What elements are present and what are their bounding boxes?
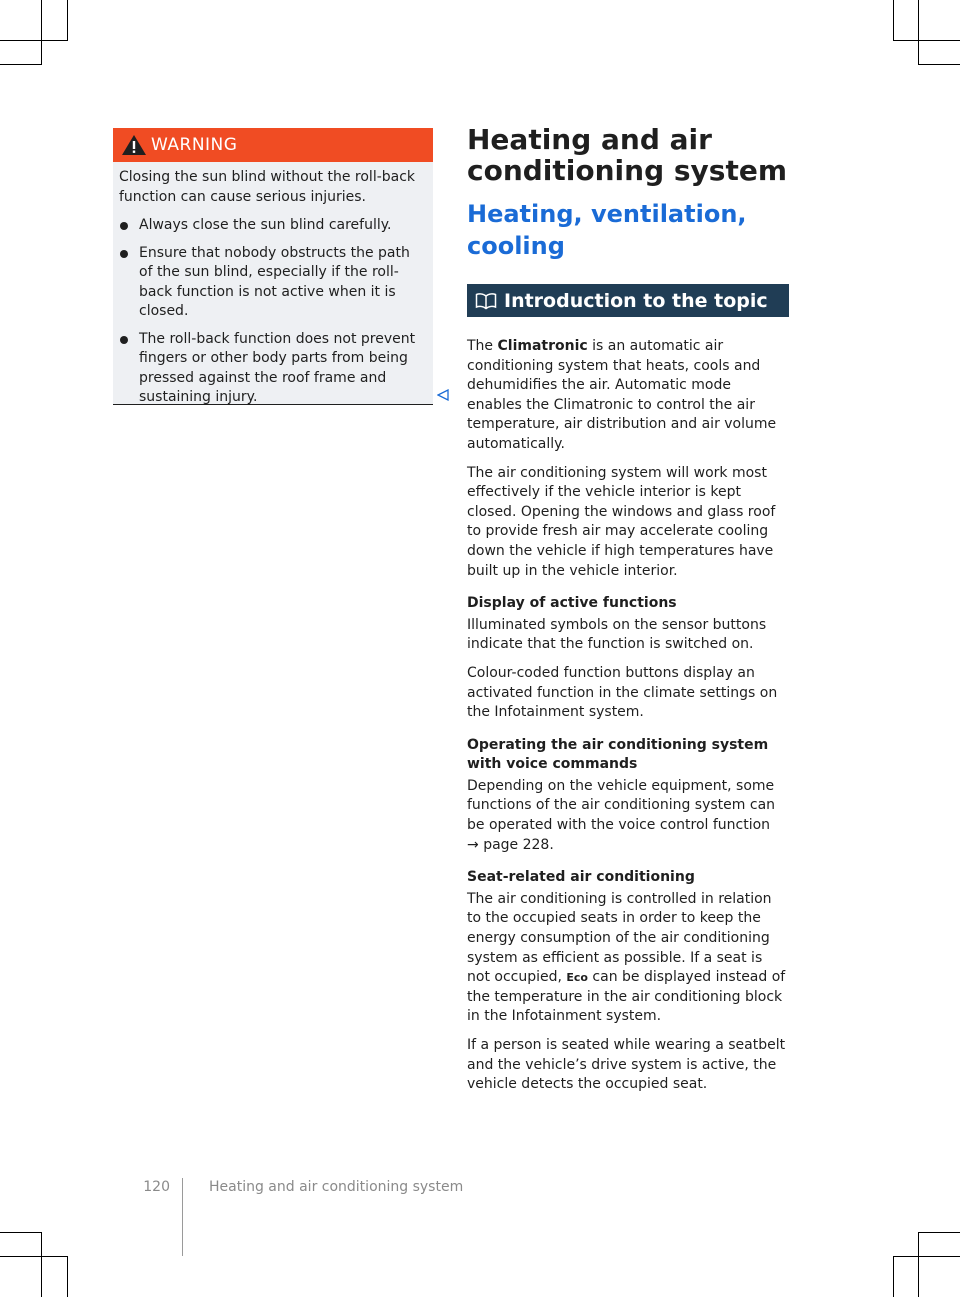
crop-mark [0,1256,68,1257]
crop-mark [893,40,960,41]
warning-triangle-icon [121,134,147,156]
crop-mark [0,64,42,65]
footer-divider [182,1178,183,1256]
paragraph: The air conditioning is controlled in relation to the occupied seats in order to keep the energy consumption of the air conditioning system as efficient as possible. If a seat is not occupied, Eco can be displayed instead of the temperature in the air conditioning block in the Infotainment system. [467,890,786,1025]
crop-mark [41,0,42,64]
paragraph: Depending on the vehicle equipment, some functions of the air conditioning system can be operated with the voice control function → page 228. [467,777,776,853]
bullet-icon [120,222,128,230]
crop-mark [918,64,960,65]
intro-heading: Introduction to the topic [504,289,768,312]
section-title: Heating, ventilation, cooling [467,200,747,260]
paragraph: The Climatronic is an automatic air conditioning system that heats, cools and dehumidifies the air. Automatic mode enables the Climatronic to control the air temperature, air distribution and air volume automatically. [467,338,777,452]
subheading-display: Display of active functions [467,595,677,612]
page-number: 120 [143,1179,170,1195]
crop-mark [918,0,919,64]
warning-label: WARNING [151,135,238,155]
warning-header [113,128,433,162]
warning-list [119,216,427,408]
crop-mark [67,0,68,40]
subheading-voice: Operating the air conditioning system with voice commands [467,736,769,773]
arrow-right-icon: → [467,836,479,853]
warning-body [113,162,433,408]
crop-mark [918,1232,919,1297]
paragraph: Illuminated symbols on the sensor buttons indicate that the function is switched on. [467,616,767,653]
open-book-icon [475,292,497,310]
warning-intro: Closing the sun blind without the roll-back function can cause serious injuries. [119,169,416,205]
term-climatronic: Climatronic [497,338,588,354]
intro-heading-bar [467,284,789,317]
paragraph: If a person is seated while wearing a seatbelt and the vehicle’s drive system is active, the vehicle detects the occupied seat. [467,1037,786,1093]
section-end-triangle-icon [437,389,449,401]
page-reference-link[interactable]: page 228. [483,836,554,853]
subheading-seat: Seat-related air conditioning [467,869,695,886]
crop-mark [893,0,894,40]
crop-mark [0,40,68,41]
bullet-icon [120,336,128,344]
crop-mark [0,1232,42,1233]
warning-item: Always close the sun blind carefully. [119,216,427,236]
paragraph: Colour-coded function buttons display an activated function in the climate settings on the Infotainment system. [467,664,778,721]
paragraph: The air conditioning system will work most effectively if the vehicle interior is kept closed. Opening the windows and glass roof to provide fresh air may accelerate cooling down the vehicle if high temperatures have built up in the vehicle interior. [467,464,776,579]
crop-mark [893,1256,960,1257]
main-content [467,124,789,1104]
eco-symbol: Eco [566,971,588,985]
chapter-title: Heating and air conditioning system [467,123,788,187]
warning-box [113,128,433,405]
warning-item: The roll-back function does not prevent fingers or other body parts from being pressed against the roof frame and sustaining injury. [119,330,427,408]
crop-mark [893,1256,894,1297]
warning-item: Ensure that nobody obstructs the path of the sun blind, especially if the roll-back function is not active when it is closed. [119,244,427,322]
crop-mark [41,1232,42,1297]
footer-title: Heating and air conditioning system [209,1179,464,1195]
crop-mark [67,1256,68,1297]
body-text [467,337,789,1095]
crop-mark [918,1232,960,1233]
bullet-icon [120,250,128,258]
